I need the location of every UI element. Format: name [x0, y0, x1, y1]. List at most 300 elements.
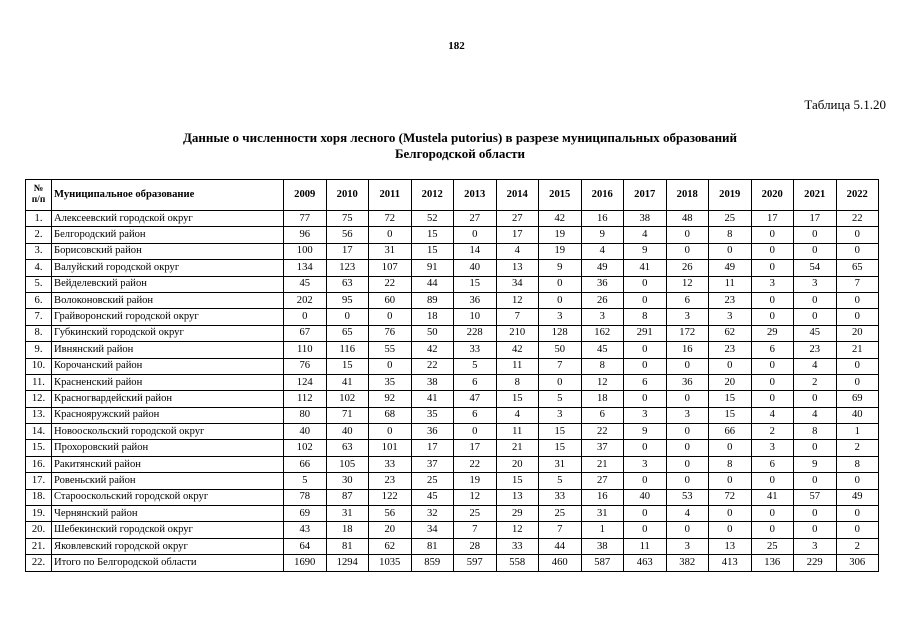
count-cell: 9 [539, 260, 582, 276]
count-cell: 0 [751, 292, 794, 308]
count-cell: 102 [326, 391, 369, 407]
count-cell: 38 [624, 211, 667, 227]
count-cell: 0 [666, 358, 709, 374]
municipality-name-cell: Чернянский район [52, 506, 284, 522]
count-cell: 162 [581, 325, 624, 341]
count-cell: 4 [496, 407, 539, 423]
municipality-name-cell: Красногвардейский район [52, 391, 284, 407]
count-cell: 81 [326, 538, 369, 554]
count-cell: 306 [836, 555, 879, 571]
count-cell: 13 [496, 489, 539, 505]
count-cell: 0 [751, 227, 794, 243]
count-cell: 78 [284, 489, 327, 505]
count-cell: 15 [411, 227, 454, 243]
count-cell: 27 [454, 211, 497, 227]
table-row [26, 473, 879, 489]
row-number-cell: 22. [26, 555, 52, 571]
municipality-name-cell: Ровеньский район [52, 473, 284, 489]
table-row [26, 276, 879, 292]
count-cell: 20 [496, 456, 539, 472]
count-cell: 105 [326, 456, 369, 472]
table-row [26, 522, 879, 538]
row-number-cell: 12. [26, 391, 52, 407]
count-cell: 96 [284, 227, 327, 243]
table-row [26, 391, 879, 407]
row-number-cell: 4. [26, 260, 52, 276]
row-number-cell: 18. [26, 489, 52, 505]
count-cell: 9 [624, 243, 667, 259]
municipality-name-cell: Борисовский район [52, 243, 284, 259]
count-cell: 12 [666, 276, 709, 292]
count-cell: 71 [326, 407, 369, 423]
count-cell: 15 [709, 391, 752, 407]
count-cell: 112 [284, 391, 327, 407]
count-cell: 40 [454, 260, 497, 276]
count-cell: 0 [624, 276, 667, 292]
count-cell: 0 [666, 440, 709, 456]
count-cell: 21 [581, 456, 624, 472]
count-cell: 116 [326, 342, 369, 358]
count-cell: 76 [284, 358, 327, 374]
count-cell: 0 [751, 391, 794, 407]
year-column-header: 2011 [369, 180, 412, 211]
count-cell: 18 [326, 522, 369, 538]
count-cell: 16 [666, 342, 709, 358]
count-cell: 44 [539, 538, 582, 554]
table-row [26, 243, 879, 259]
municipality-column-header: Муниципальное образование [52, 180, 284, 211]
count-cell: 72 [369, 211, 412, 227]
count-cell: 0 [624, 522, 667, 538]
count-cell: 128 [539, 325, 582, 341]
count-cell: 41 [326, 374, 369, 390]
count-cell: 12 [581, 374, 624, 390]
count-cell: 7 [539, 358, 582, 374]
row-number-cell: 17. [26, 473, 52, 489]
count-cell: 6 [666, 292, 709, 308]
count-cell: 0 [751, 358, 794, 374]
year-column-header: 2022 [836, 180, 879, 211]
count-cell: 172 [666, 325, 709, 341]
count-cell: 9 [794, 456, 837, 472]
count-cell: 6 [581, 407, 624, 423]
count-cell: 101 [369, 440, 412, 456]
count-cell: 63 [326, 276, 369, 292]
count-cell: 460 [539, 555, 582, 571]
table-row [26, 227, 879, 243]
count-cell: 0 [709, 473, 752, 489]
count-cell: 33 [454, 342, 497, 358]
table-label: Таблица 5.1.20 [804, 97, 886, 112]
count-cell: 17 [454, 440, 497, 456]
count-cell: 1 [581, 522, 624, 538]
count-cell: 49 [709, 260, 752, 276]
count-cell: 413 [709, 555, 752, 571]
count-cell: 21 [836, 342, 879, 358]
municipality-name-cell: Ракитянский район [52, 456, 284, 472]
count-cell: 0 [369, 309, 412, 325]
count-cell: 0 [751, 374, 794, 390]
count-cell: 3 [624, 407, 667, 423]
count-cell: 92 [369, 391, 412, 407]
count-cell: 3 [794, 276, 837, 292]
count-cell: 34 [496, 276, 539, 292]
count-cell: 75 [326, 211, 369, 227]
count-cell: 21 [496, 440, 539, 456]
count-cell: 69 [836, 391, 879, 407]
count-cell: 0 [709, 440, 752, 456]
year-column-header: 2016 [581, 180, 624, 211]
count-cell: 26 [666, 260, 709, 276]
count-cell: 57 [794, 489, 837, 505]
count-cell: 36 [411, 424, 454, 440]
count-cell: 0 [836, 292, 879, 308]
count-cell: 45 [794, 325, 837, 341]
count-cell: 463 [624, 555, 667, 571]
table-body [26, 211, 879, 572]
municipality-name-cell: Вейделевский район [52, 276, 284, 292]
count-cell: 4 [751, 407, 794, 423]
count-cell: 67 [284, 325, 327, 341]
count-cell: 124 [284, 374, 327, 390]
count-cell: 19 [539, 243, 582, 259]
count-cell: 3 [539, 407, 582, 423]
count-cell: 55 [369, 342, 412, 358]
count-cell: 0 [794, 309, 837, 325]
table-row [26, 358, 879, 374]
count-cell: 8 [496, 374, 539, 390]
row-number-cell: 5. [26, 276, 52, 292]
count-cell: 15 [496, 473, 539, 489]
count-cell: 0 [369, 358, 412, 374]
count-cell: 50 [539, 342, 582, 358]
count-cell: 0 [709, 522, 752, 538]
document-title [60, 130, 860, 162]
count-cell: 291 [624, 325, 667, 341]
municipality-name-cell: Грайворонский городской округ [52, 309, 284, 325]
count-cell: 110 [284, 342, 327, 358]
count-cell: 17 [326, 243, 369, 259]
municipality-name-cell: Красненский район [52, 374, 284, 390]
count-cell: 15 [411, 243, 454, 259]
count-cell: 23 [794, 342, 837, 358]
count-cell: 0 [751, 522, 794, 538]
count-cell: 0 [666, 456, 709, 472]
municipality-name-cell: Старооскольский городской округ [52, 489, 284, 505]
count-cell: 0 [666, 424, 709, 440]
table-row [26, 489, 879, 505]
count-cell: 558 [496, 555, 539, 571]
count-cell: 229 [794, 555, 837, 571]
count-cell: 23 [369, 473, 412, 489]
count-cell: 12 [496, 292, 539, 308]
count-cell: 95 [326, 292, 369, 308]
year-column-header: 2017 [624, 180, 667, 211]
count-cell: 14 [454, 243, 497, 259]
count-cell: 13 [709, 538, 752, 554]
count-cell: 56 [326, 227, 369, 243]
count-cell: 25 [539, 506, 582, 522]
count-cell: 44 [411, 276, 454, 292]
count-cell: 4 [581, 243, 624, 259]
count-cell: 0 [454, 227, 497, 243]
row-number-cell: 20. [26, 522, 52, 538]
table-row [26, 456, 879, 472]
count-cell: 15 [496, 391, 539, 407]
table-row [26, 424, 879, 440]
count-cell: 43 [284, 522, 327, 538]
count-cell: 25 [411, 473, 454, 489]
count-cell: 1035 [369, 555, 412, 571]
count-cell: 122 [369, 489, 412, 505]
count-cell: 19 [539, 227, 582, 243]
count-cell: 13 [496, 260, 539, 276]
table-row [26, 292, 879, 308]
count-cell: 31 [326, 506, 369, 522]
count-cell: 597 [454, 555, 497, 571]
count-cell: 56 [369, 506, 412, 522]
count-cell: 45 [411, 489, 454, 505]
count-cell: 2 [836, 538, 879, 554]
count-cell: 36 [666, 374, 709, 390]
count-cell: 30 [326, 473, 369, 489]
row-number-cell: 1. [26, 211, 52, 227]
count-cell: 4 [496, 243, 539, 259]
count-cell: 49 [581, 260, 624, 276]
row-number-cell: 3. [26, 243, 52, 259]
count-cell: 76 [369, 325, 412, 341]
count-cell: 0 [666, 522, 709, 538]
row-number-cell: 21. [26, 538, 52, 554]
year-column-header: 2018 [666, 180, 709, 211]
count-cell: 37 [411, 456, 454, 472]
year-column-header: 2021 [794, 180, 837, 211]
count-cell: 382 [666, 555, 709, 571]
count-cell: 6 [454, 374, 497, 390]
count-cell: 45 [284, 276, 327, 292]
count-cell: 32 [411, 506, 454, 522]
count-cell: 68 [369, 407, 412, 423]
count-cell: 40 [326, 424, 369, 440]
count-cell: 11 [496, 358, 539, 374]
count-cell: 35 [369, 374, 412, 390]
count-cell: 47 [454, 391, 497, 407]
count-cell: 41 [624, 260, 667, 276]
count-cell: 5 [454, 358, 497, 374]
count-cell: 26 [581, 292, 624, 308]
count-cell: 31 [581, 506, 624, 522]
table-row [26, 211, 879, 227]
count-cell: 36 [581, 276, 624, 292]
count-cell: 22 [454, 456, 497, 472]
municipality-name-cell: Алексеевский городской округ [52, 211, 284, 227]
count-cell: 52 [411, 211, 454, 227]
count-cell: 0 [751, 473, 794, 489]
count-cell: 20 [836, 325, 879, 341]
count-cell: 0 [624, 342, 667, 358]
table-row [26, 325, 879, 341]
count-cell: 2 [836, 440, 879, 456]
count-cell: 587 [581, 555, 624, 571]
count-cell: 65 [836, 260, 879, 276]
count-cell: 0 [836, 227, 879, 243]
municipality-name-cell: Волоконовский район [52, 292, 284, 308]
municipality-name-cell: Ивнянский район [52, 342, 284, 358]
count-cell: 0 [666, 243, 709, 259]
table-row [26, 309, 879, 325]
count-cell: 6 [751, 456, 794, 472]
count-cell: 65 [326, 325, 369, 341]
count-cell: 0 [624, 473, 667, 489]
count-cell: 3 [709, 309, 752, 325]
count-cell: 33 [369, 456, 412, 472]
number-column-header [26, 180, 52, 211]
count-cell: 41 [751, 489, 794, 505]
count-cell: 17 [794, 211, 837, 227]
count-cell: 1 [836, 424, 879, 440]
count-cell: 33 [496, 538, 539, 554]
count-cell: 42 [539, 211, 582, 227]
population-table [25, 179, 879, 572]
count-cell: 0 [666, 391, 709, 407]
count-cell: 10 [454, 309, 497, 325]
count-cell: 16 [581, 211, 624, 227]
count-cell: 210 [496, 325, 539, 341]
count-cell: 42 [411, 342, 454, 358]
year-column-header: 2013 [454, 180, 497, 211]
count-cell: 6 [624, 374, 667, 390]
row-number-cell: 11. [26, 374, 52, 390]
table-row [26, 374, 879, 390]
row-number-cell: 16. [26, 456, 52, 472]
count-cell: 0 [624, 391, 667, 407]
count-cell: 63 [326, 440, 369, 456]
count-cell: 17 [496, 227, 539, 243]
count-cell: 91 [411, 260, 454, 276]
count-cell: 0 [751, 506, 794, 522]
count-cell: 5 [539, 391, 582, 407]
count-cell: 27 [581, 473, 624, 489]
count-cell: 87 [326, 489, 369, 505]
row-number-cell: 2. [26, 227, 52, 243]
year-column-header: 2019 [709, 180, 752, 211]
row-number-cell: 10. [26, 358, 52, 374]
count-cell: 64 [284, 538, 327, 554]
count-cell: 33 [539, 489, 582, 505]
count-cell: 34 [411, 522, 454, 538]
count-cell: 3 [751, 440, 794, 456]
count-cell: 0 [284, 309, 327, 325]
count-cell: 4 [624, 227, 667, 243]
count-cell: 859 [411, 555, 454, 571]
count-cell: 18 [411, 309, 454, 325]
count-cell: 4 [794, 407, 837, 423]
count-cell: 28 [454, 538, 497, 554]
row-number-cell: 6. [26, 292, 52, 308]
count-cell: 202 [284, 292, 327, 308]
count-cell: 7 [454, 522, 497, 538]
count-cell: 11 [624, 538, 667, 554]
count-cell: 3 [581, 309, 624, 325]
count-cell: 80 [284, 407, 327, 423]
count-cell: 25 [709, 211, 752, 227]
count-cell: 5 [284, 473, 327, 489]
count-cell: 3 [751, 276, 794, 292]
count-cell: 15 [454, 276, 497, 292]
table-row [26, 440, 879, 456]
municipality-name-cell: Шебекинский городской округ [52, 522, 284, 538]
count-cell: 9 [581, 227, 624, 243]
year-column-header: 2020 [751, 180, 794, 211]
count-cell: 3 [666, 538, 709, 554]
count-cell: 11 [496, 424, 539, 440]
count-cell: 89 [411, 292, 454, 308]
count-cell: 36 [454, 292, 497, 308]
count-cell: 18 [581, 391, 624, 407]
count-cell: 62 [709, 325, 752, 341]
count-cell: 66 [709, 424, 752, 440]
count-cell: 7 [539, 522, 582, 538]
count-cell: 20 [369, 522, 412, 538]
title-line-1: Данные о численности хоря лесного (Mustela putorius) в разрезе муниципальных образований [182, 130, 738, 145]
count-cell: 17 [751, 211, 794, 227]
row-number-cell: 14. [26, 424, 52, 440]
count-cell: 0 [751, 309, 794, 325]
count-cell: 8 [794, 424, 837, 440]
count-cell: 0 [624, 358, 667, 374]
count-cell: 0 [836, 309, 879, 325]
table-row [26, 260, 879, 276]
number-header-line-2: п/п [31, 195, 46, 205]
row-number-cell: 13. [26, 407, 52, 423]
count-cell: 0 [539, 292, 582, 308]
count-cell: 0 [836, 374, 879, 390]
count-cell: 2 [794, 374, 837, 390]
count-cell: 49 [836, 489, 879, 505]
row-number-cell: 19. [26, 506, 52, 522]
count-cell: 38 [581, 538, 624, 554]
count-cell: 6 [454, 407, 497, 423]
year-column-header: 2014 [496, 180, 539, 211]
count-cell: 8 [709, 456, 752, 472]
row-number-cell: 15. [26, 440, 52, 456]
table-header-row [26, 180, 879, 211]
count-cell: 134 [284, 260, 327, 276]
count-cell: 0 [454, 424, 497, 440]
year-column-header: 2012 [411, 180, 454, 211]
municipality-name-cell: Валуйский городской округ [52, 260, 284, 276]
count-cell: 81 [411, 538, 454, 554]
page-number: 182 [448, 40, 465, 52]
count-cell: 8 [624, 309, 667, 325]
count-cell: 0 [539, 276, 582, 292]
count-cell: 22 [581, 424, 624, 440]
count-cell: 29 [751, 325, 794, 341]
count-cell: 6 [751, 342, 794, 358]
count-cell: 0 [836, 506, 879, 522]
count-cell: 0 [794, 391, 837, 407]
count-cell: 0 [369, 424, 412, 440]
count-cell: 0 [794, 522, 837, 538]
count-cell: 1294 [326, 555, 369, 571]
count-cell: 0 [836, 358, 879, 374]
count-cell: 0 [794, 243, 837, 259]
count-cell: 8 [709, 227, 752, 243]
year-column-header: 2010 [326, 180, 369, 211]
count-cell: 31 [539, 456, 582, 472]
year-column-header: 2015 [539, 180, 582, 211]
municipality-name-cell: Корочанский район [52, 358, 284, 374]
